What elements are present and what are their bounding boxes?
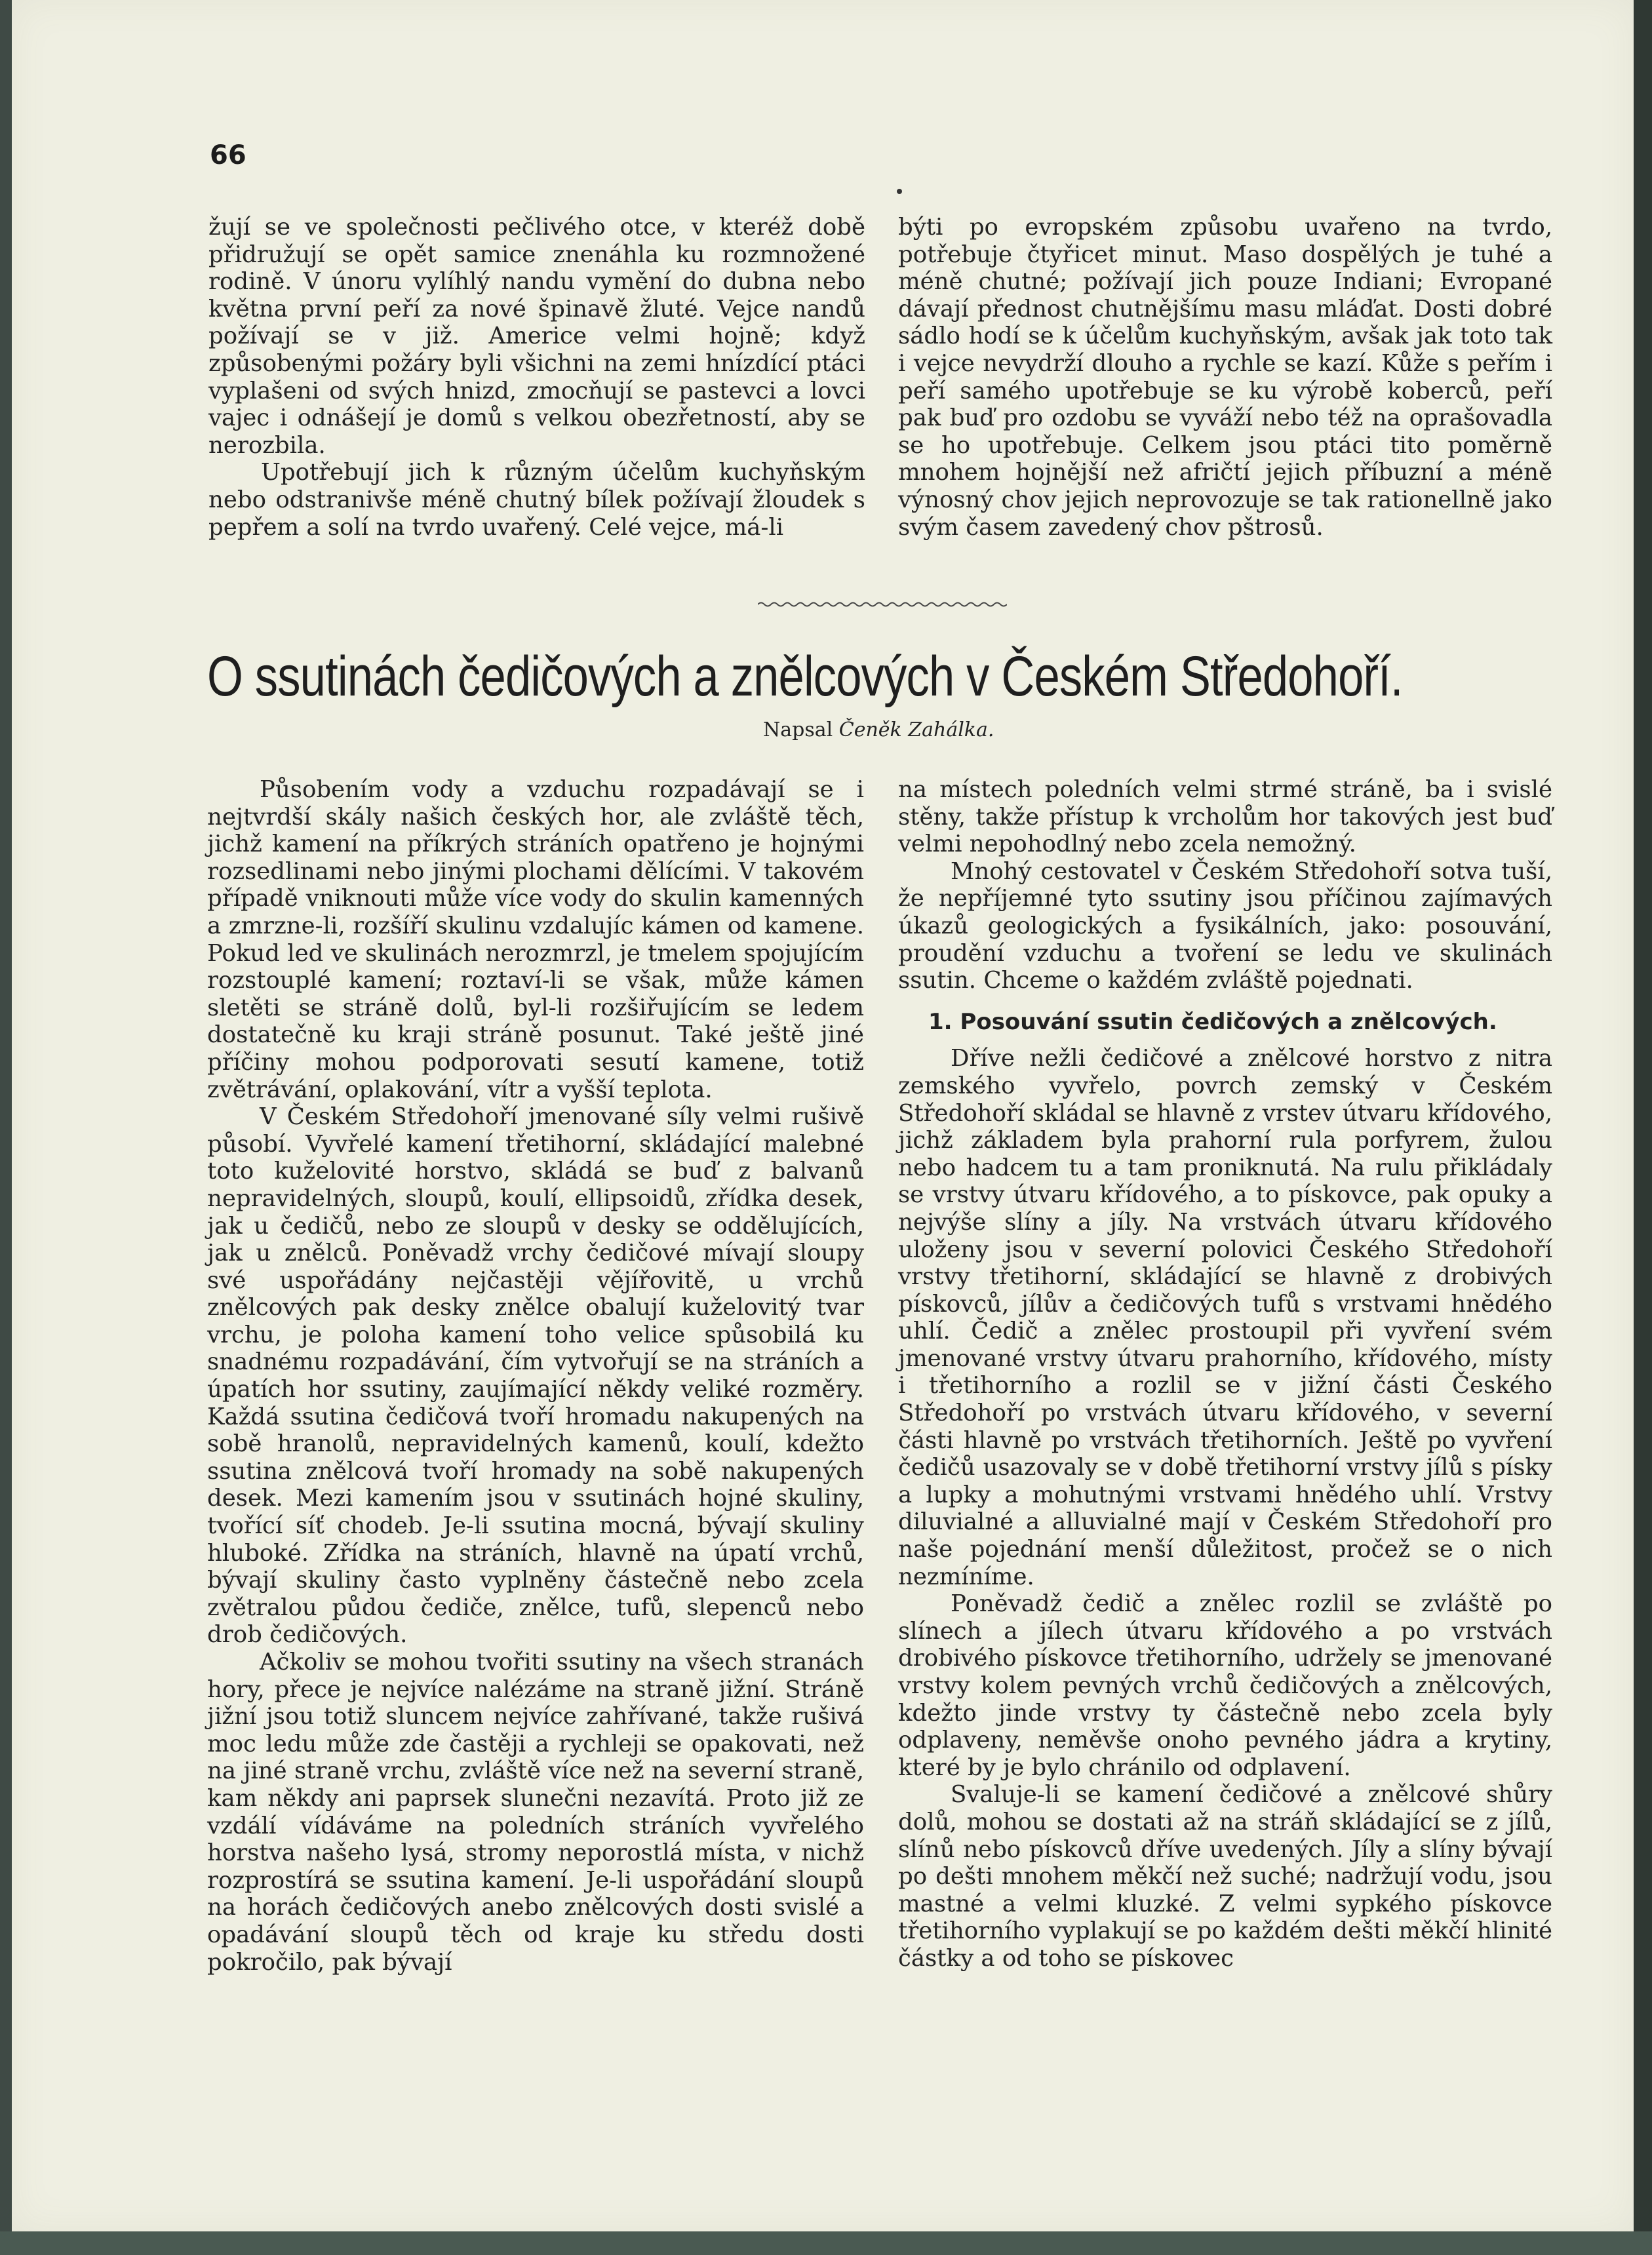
page-number: 66 [210,140,246,170]
article-right-column [898,776,1552,1972]
ink-dot [897,189,902,194]
scan-edge-bottom [0,2231,1652,2255]
scan-edge-right [1634,0,1652,2255]
paragraph: Svaluje-li se kamení čedičové a znělcové shůry dolů, mohou se dostati až na stráň skládající se z jílů, slínů nebo pískovců dříve uvedených. Jíly a slíny bývají po dešti mnohem měkčí než suché; nadržují vodu, jsou mastné a velmi kluzké. Z velmi sypkého pískovce třetihorního vyplakují se po každém dešti měkčí hlinité částky a od toho se pískovec [898,1781,1552,1972]
wavy-divider [758,598,1007,611]
previous-article-left-column [208,214,865,541]
article-left-column [207,776,864,1976]
previous-article-right-column [898,214,1552,541]
book-page [12,0,1634,2231]
byline-prefix: Napsal [763,718,833,741]
paragraph: Působením vody a vzduchu rozpadávají se i nejtvrdší skály našich českých hor, ale zvláště těch, jichž kamení na příkrých stráních opatřeno je hojnými rozsedlinami nebo jinými plochami dělícími. V takovém případě vniknouti může více vody do skulin kamenných a zmrzne-li, rozšíří skulinu vzdalujíc kámen od kamene. Pokud led ve skulinách nerozmrzl, je tmelem spojujícím rozstouplé kamení; roztaví-li se však, může kámen sletěti se stráně dolů, byl-li rozšiřujícím se ledem dostatečně ku kraji stráně posunut. Také ještě jiné příčiny mohou podporovati sesutí kamene, totiž zvětrávání, oplakování, vítr a vyšší teplota. [207,776,864,1103]
paragraph: Upotřebují jich k různým účelům kuchyňským nebo odstranivše méně chutný bílek požívají žloudek s pepřem a solí na tvrdo uvařený. Celé vejce, má-li [208,459,865,541]
author-name: Čeněk Zahálka. [838,718,994,741]
paragraph: na místech poledních velmi strmé stráně, ba i svislé stěny, takže přístup k vrcholům hor takových jest buď velmi nepohodlný nebo zcela nemožný. [898,776,1552,858]
paragraph: Poněvadž čedič a znělec rozlil se zvláště po slínech a jílech útvaru křídového a po vrstvách drobivého pískovce třetihorního, udržely se jmenované vrstvy kolem pevných vrchů čedičových a znělcových, kdežto jinde vrstvy ty částečně nebo zcela byly odplaveny, neměvše onoho pevného jádra a krytiny, které by je bylo chránilo od odplavení. [898,1590,1552,1781]
paragraph: býti po evropském způsobu uvařeno na tvrdo, potřebuje čtyřicet minut. Maso dospělých je tuhé a méně chutné; požívají jich pouze Indiani; Evropané dávají přednost chutnějšímu masu mláďat. Dosti dobré sádlo hodí se k účelům kuchyňským, avšak jak toto tak i vejce nevydrží dlouho a rychle se kazí. Kůže s peřím i peří samého upotřebuje se ku výrobě koberců, peří pak buď pro ozdobu se vyváží nebo též na oprašovadla se ho upotřebuje. Celkem jsou ptáci tito poměrně mnohem hojnější než afričtí jejich příbuzní a méně výnosný chov jejich neprovozuje se tak rationellně jako svým časem zavedený chov pštrosů. [898,214,1552,541]
byline [763,718,994,741]
article-title: O ssutinách čedičových a znělcových v Českém Středohoří. [207,645,1403,708]
paragraph: žují se ve společnosti pečlivého otce, v kteréž době přidružují se opět samice znenáhla ku rozmnožené rodině. V únoru vylíhlý nandu vymění do dubna nebo května první peří za nové špinavě žluté. Vejce nandů požívají se v již. Americe velmi hojně; když způsobenými požáry byli všichni na zemi hnízdící ptáci vyplašeni od svých hnizd, zmocňují se pastevci a lovci vajec i odnášejí je domů s velkou obezřetností, aby se nerozbila. [208,214,865,459]
paragraph: V Českém Středohoří jmenované síly velmi rušivě působí. Vyvřelé kamení třetihorní, skládající malebné toto kuželovité horstvo, skládá se buď z balvanů nepravidelných, sloupů, koulí, ellipsoidů, zřídka desek, jak u čedičů, nebo ze sloupů v desky se oddělujících, jak u znělců. Poněvadž vrchy čedičové mívají sloupy své uspořádány nejčastěji vějířovitě, u vrchů znělcových pak desky znělce obalují kuželovitý tvar vrchu, je poloha kamení toho velice spůsobilá ku snadnému rozpadávání, čím vytvořují se na stráních a úpatích hor ssutiny, zaujímající někdy veliké rozměry. Každá ssutina čedičová tvoří hromadu nakupených na sobě hranolů, nepravidelných kamenů, koulí, kdežto ssutina znělcová tvoří hromady na sobě nakupených desek. Mezi kamením jsou v ssutinách hojné skuliny, tvořící síť chodeb. Je-li ssutina mocná, bývají skuliny hluboké. Zřídka na stráních, hlavně na úpatí vrchů, bývají skuliny často vyplněny částečně nebo zcela zvětralou půdou čediče, znělce, tufů, slepenců nebo drob čedičových. [207,1103,864,1649]
paragraph: Mnohý cestovatel v Českém Středohoří sotva tuší, že nepříjemné tyto ssutiny jsou příčinou zajímavých úkazů geologických a fysikálních, jako: posouvání, proudění vzduchu a tvoření se ledu ve skulinách ssutin. Chceme o každém zvláště pojednati. [898,857,1552,994]
section-heading: 1. Posouvání ssutin čedičových a znělcových. [928,1008,1497,1035]
paragraph: Dříve nežli čedičové a znělcové horstvo z nitra zemského vyvřelo, povrch zemský v Českém Středohoří skládal se hlavně z vrstev útvaru křídového, jichž základem byla prahorní rula porfyrem, žulou nebo hadcem tu a tam proniknutá. Na rulu přikládaly se vrstvy útvaru křídového, a to pískovce, pak opuky a nejvýše slíny a jíly. Na vrstvách útvaru křídového uloženy jsou v severní polovici Českého Středohoří vrstvy třetihorní, skládající se hlavně z drobivých pískovců, jílův a čedičových tufů s vrstvami hnědého uhlí. Čedič a znělec prostoupil při vyvření svém jmenované vrstvy útvaru prahorního, křídového, místy i třetihorního a rozlil se v jižní části Českého Středohoří po vrstvách útvaru křídového, v severní části hlavně po vrstvách třetihorních. Ještě po vyvření čedičů usazovaly se v době třetihorní vrstvy jílů s písky a lupky a mohutnými vrstvami hnědého uhlí. Vrstvy diluvialné a alluvialné mají v Českém Středohoří pro naše pojednání menší důležitost, pročež se o nich nezmíníme. [898,1045,1552,1590]
paragraph: Ačkoliv se mohou tvořiti ssutiny na všech stranách hory, přece je nejvíce nalézáme na straně jižní. Stráně jižní jsou totiž sluncem nejvíce zahřívané, takže rušivá moc ledu může zde častěji a rychleji se opakovati, než na jiné straně vrchu, zvláště více než na severní straně, kam někdy ani paprsek slunečni nezavítá. Proto již ze vzdálí vídáváme na poledních stráních vyvřelého horstva našeho lysá, stromy neporostlá místa, v nichž rozprostírá se ssutina kamení. Je-li uspořádání sloupů na horách čedičových anebo znělcových dosti svislé a opadávání sloupů těch od kraje ku středu dosti pokročilo, pak bývají [207,1649,864,1976]
